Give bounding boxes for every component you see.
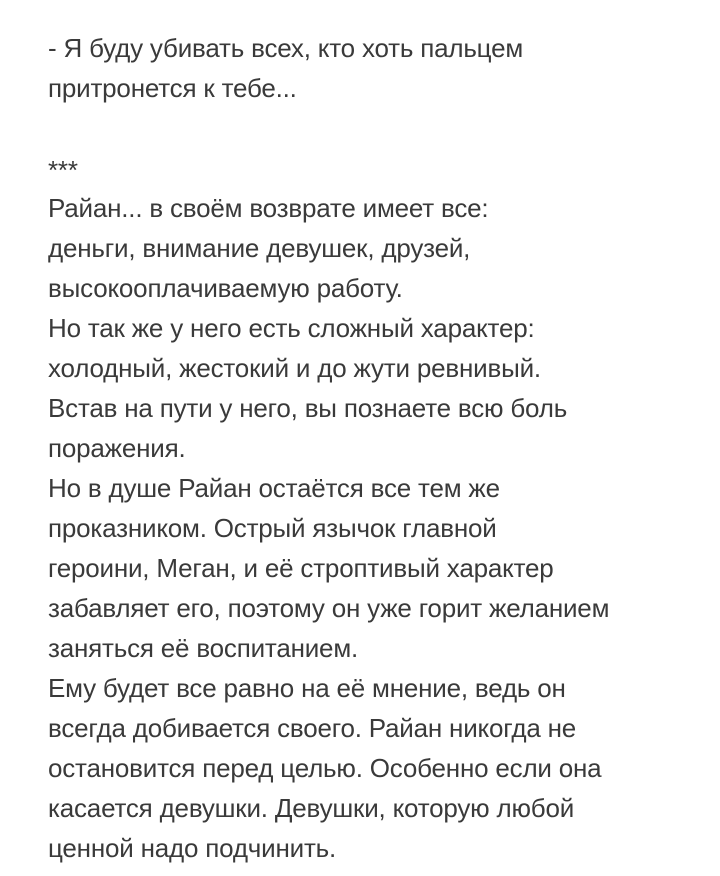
- book-annotation: [48, 28, 708, 868]
- body-line: ценной надо подчинить.: [48, 833, 337, 863]
- body-line: деньги, внимание девушек, друзей,: [48, 233, 471, 263]
- body-line: Но в душе Райан остаётся все тем же: [48, 473, 500, 503]
- body-line: остановится перед целью. Особенно если она: [48, 753, 602, 783]
- body-line: забавляет его, поэтому он уже горит желанием: [48, 593, 610, 623]
- body-line: Но так же у него есть сложный характер:: [48, 313, 535, 343]
- paragraph-gap: [48, 108, 708, 148]
- epigraph-line: притронется к тебе...: [48, 73, 297, 103]
- body-line: поражения.: [48, 433, 186, 463]
- epigraph-line: - Я буду убивать всех, кто хоть пальцем: [48, 33, 524, 63]
- body-line: заняться её воспитанием.: [48, 633, 359, 663]
- section-separator: ***: [48, 155, 78, 185]
- body-line: холодный, жестокий и до жути ревнивый.: [48, 353, 541, 383]
- body-line: героини, Меган, и её строптивый характер: [48, 553, 554, 583]
- body-line: всегда добивается своего. Райан никогда не: [48, 713, 577, 743]
- body-line: проказником. Острый язычок главной: [48, 513, 497, 543]
- body-line: касается девушки. Девушки, которую любой: [48, 793, 575, 823]
- body-line: высокооплачиваемую работу.: [48, 273, 403, 303]
- body-line: Райан... в своём возврате имеет все:: [48, 193, 489, 223]
- body-line: Ему будет все равно на её мнение, ведь он: [48, 673, 566, 703]
- body-line: Встав на пути у него, вы познаете всю боль: [48, 393, 568, 423]
